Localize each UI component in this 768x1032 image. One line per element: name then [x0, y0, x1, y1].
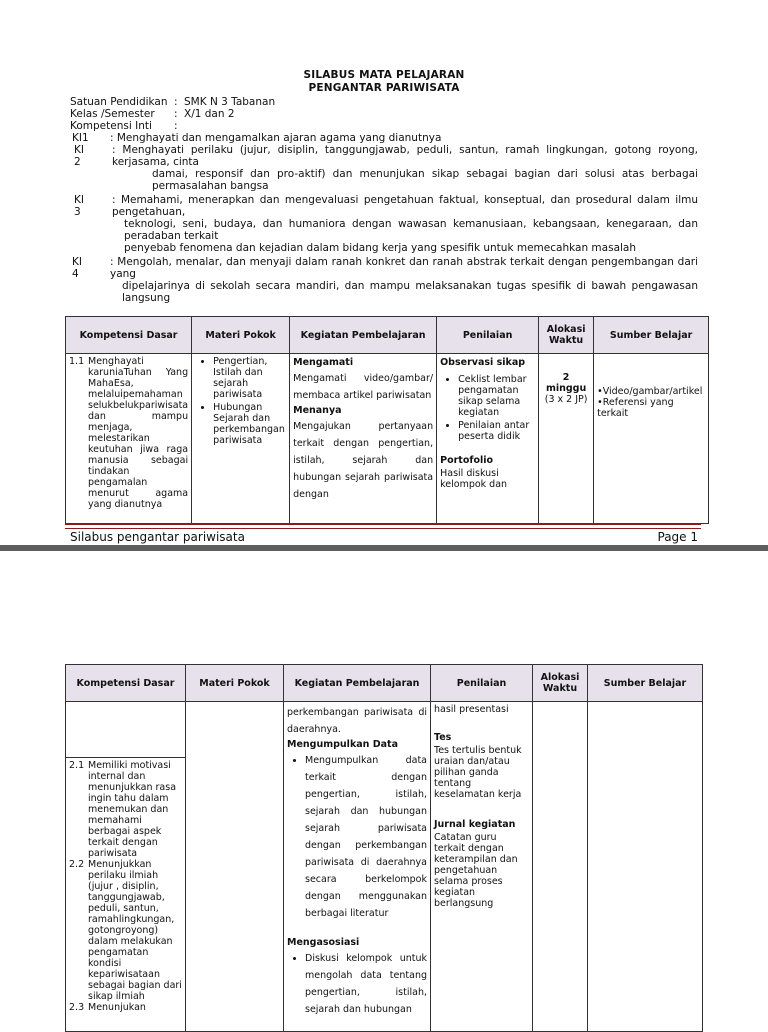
footer-rule [65, 523, 701, 525]
page-number: Page 1 [657, 530, 698, 544]
kd-empty-block [66, 702, 185, 758]
list-item: • Diskusi kelompok untuk mengolah data tentang pengertian, istilah, sejarah dan hubungan [305, 950, 427, 1018]
kd-number: 1.1 [69, 356, 85, 367]
ki-line: : Mengolah, menalar, dan menyaji dalam ranah konkret dan ranah abstrak terkait dengan pengembangan dari yang [110, 256, 698, 280]
cell-alokasi-waktu [539, 354, 594, 524]
activity-heading: Mengumpulkan Data [287, 739, 398, 750]
cell-kegiatan [284, 702, 431, 1032]
info-sep: : [174, 108, 178, 120]
list-item: • Mengumpulkan data terkait dengan pengertian, istilah, sejarah dan hubungan sejarah pariwisata dengan perkembangan pariwisata di daerahnya secara berkelompok dengan menggunakan berbagai literatur [305, 752, 427, 922]
assessment-list [440, 374, 535, 442]
info-sep: : [174, 96, 178, 108]
kd-item [69, 859, 182, 1002]
ki-line: teknologi, seni, budaya, dan humaniora dengan wawasan kemanusiaan, kebangsaan, kenegaraan, dan peradaban terkait [124, 218, 698, 242]
table-row [66, 702, 703, 1032]
ki-text [110, 256, 698, 304]
table-header-row [66, 665, 703, 702]
activity-list [287, 950, 427, 1018]
alokasi-detail: (3 x 2 JP) [544, 394, 588, 405]
ki-text [112, 144, 698, 192]
sumber-item: •Video/gambar/artikel [597, 386, 703, 397]
kd-text: Menghayati karuniaTuhan Yang MahaEsa, melaluipemahaman selukbelukpariwisata dan mampu menjaga, melestarikan keutuhan jiwa raga manusia sebagai tindakan pengamalan menurut agama yang dianutnya [88, 356, 189, 510]
table-header-row [66, 317, 709, 354]
cell-penilaian [437, 354, 539, 524]
list-item: • Penilaian antar peserta didik [458, 420, 535, 442]
info-label: Satuan Pendidikan [70, 96, 168, 108]
ki-text: : Menghayati dan mengamalkan ajaran agama yang dianutnya [110, 132, 442, 144]
document-subtitle: PENGANTAR PARIWISATA [308, 82, 460, 94]
header-sumber-belajar: Sumber Belajar [588, 665, 703, 702]
table-row [66, 354, 709, 524]
ki-label: KI1 [72, 132, 89, 144]
alokasi-unit: minggu [545, 383, 587, 394]
sumber-text: Referensi yang terkait [597, 397, 674, 419]
cell-sumber-belajar [588, 702, 703, 1032]
kd-number: 2.1 [69, 760, 85, 771]
activity-text: perkembangan pariwisata di daerahnya. [287, 707, 427, 735]
alokasi-number: 2 [562, 372, 570, 383]
sumber-text: Video/gambar/artikel [602, 386, 703, 397]
sumber-item: •Referensi yang terkait [597, 397, 674, 419]
header-penilaian: Penilaian [437, 317, 539, 354]
info-sep: : [174, 120, 178, 132]
cell-kegiatan [290, 354, 437, 524]
header-materi-pokok: Materi Pokok [186, 665, 284, 702]
kd-text: Menunjukan [88, 1002, 146, 1013]
kd-item [69, 356, 188, 510]
assessment-text: Hasil diskusi kelompok dan [440, 468, 508, 490]
silabus-table-page-2 [65, 664, 703, 1032]
kd-number: 2.2 [69, 859, 85, 870]
assessment-heading: Jurnal kegiatan [434, 819, 516, 830]
document-title: SILABUS MATA PELAJARAN [303, 69, 465, 81]
list-item: • Hubungan Sejarah dan perkembangan pariwisata [213, 402, 286, 446]
kd-item [69, 1002, 182, 1013]
kd-number: 2.3 [69, 1002, 85, 1013]
page-footer [70, 530, 698, 544]
header-kompetensi-dasar: Kompetensi Dasar [66, 665, 186, 702]
assessment-text: Catatan guru terkait dengan keterampilan dan pengetahuan selama proses kegiatan berlangsung [434, 832, 518, 909]
assessment-text: Tes tertulis bentuk uraian dan/atau pilihan ganda tentang keselamatan kerja [434, 745, 522, 800]
footer-rule-thin [65, 528, 701, 529]
ki-text [112, 194, 698, 254]
cell-materi-pokok [186, 702, 284, 1032]
ki-line: : Menghayati perilaku (jujur, disiplin, tanggungjawab, peduli, santun, ramah lingkungan, gotong royong, kerjasama, cinta [112, 144, 698, 168]
kd-list [66, 758, 185, 1015]
info-value: SMK N 3 Tabanan [184, 96, 276, 108]
ki-line: dipelajarinya di sekolah secara mandiri, dan mampu melaksanakan tugas spesifik di bawah pengawasan langsung [122, 280, 698, 304]
header-materi-pokok: Materi Pokok [192, 317, 290, 354]
ki-label: KI 4 [72, 256, 82, 280]
header-alokasi-waktu: Alokasi Waktu [539, 317, 594, 354]
header-penilaian: Penilaian [431, 665, 533, 702]
silabus-table-page-1 [65, 316, 709, 524]
list-item: • Ceklist lembar pengamatan sikap selama kegiatan [458, 374, 535, 418]
assessment-heading: Portofolio [440, 455, 494, 466]
cell-penilaian [431, 702, 533, 1032]
materi-list [195, 356, 286, 446]
assessment-heading: Observasi sikap [440, 357, 526, 368]
page-2 [0, 548, 768, 1024]
ki-line: : Memahami, menerapkan dan mengevaluasi pengetahuan faktual, konseptual, dan prosedural dalam ilmu pengetahuan, [112, 194, 698, 218]
cell-kompetensi-dasar [66, 354, 192, 524]
assessment-text: hasil presentasi [434, 704, 509, 715]
activity-heading: Menanya [293, 405, 342, 416]
info-label: Kelas /Semester [70, 108, 155, 120]
assessment-heading: Tes [434, 732, 452, 743]
header-kegiatan: Kegiatan Pembelajaran [290, 317, 437, 354]
ki-line: damai, responsif dan pro-aktif) dan menunjukan sikap sebagai bagian dari solusi atas berbagai permasalahan bangsa [152, 168, 698, 192]
info-value: X/1 dan 2 [184, 108, 235, 120]
header-sumber-belajar: Sumber Belajar [594, 317, 709, 354]
activity-heading: Mengasosiasi [287, 937, 360, 948]
cell-alokasi-waktu [533, 702, 588, 1032]
activity-heading: Mengamati [293, 357, 354, 368]
cell-kompetensi-dasar [66, 702, 186, 1032]
info-label: Kompetensi Inti [70, 120, 152, 132]
kd-item [69, 760, 182, 859]
header-kegiatan: Kegiatan Pembelajaran [284, 665, 431, 702]
header-alokasi-waktu: Alokasi Waktu [533, 665, 588, 702]
activity-list [287, 752, 427, 922]
activity-text: Mengajukan pertanyaan terkait dengan pengertian, istilah, sejarah dan hubungan sejarah pariwisata dengan [293, 421, 434, 500]
ki-line: penyebab fenomena dan kejadian dalam bidang kerja yang spesifik untuk memecahkan masalah [124, 242, 637, 254]
activity-text: Mengamati video/gambar/ membaca artikel pariwisatan [293, 373, 434, 401]
kd-text: Memiliki motivasi internal dan menunjukkan rasa ingin tahu dalam menemukan dan memahami berbagai aspek terkait dengan pariwisata [88, 760, 177, 859]
list-item: • Pengertian, Istilah dan sejarah pariwisata [213, 356, 286, 400]
header-kompetensi-dasar: Kompetensi Dasar [66, 317, 192, 354]
cell-materi-pokok [192, 354, 290, 524]
cell-sumber-belajar [594, 354, 709, 524]
footer-left: Silabus pengantar pariwisata [70, 530, 245, 544]
ki-label: KI 3 [74, 194, 84, 218]
kd-text: Menunjukkan perilaku ilmiah (jujur , disiplin, tanggungjawab, peduli, santun, ramahlingkungan, gotongroyong) dalam melakukan pengamatan kondisi kepariwisataan sebagai bagian dari sikap ilmiah [88, 859, 182, 1002]
ki-label: KI 2 [74, 144, 84, 168]
